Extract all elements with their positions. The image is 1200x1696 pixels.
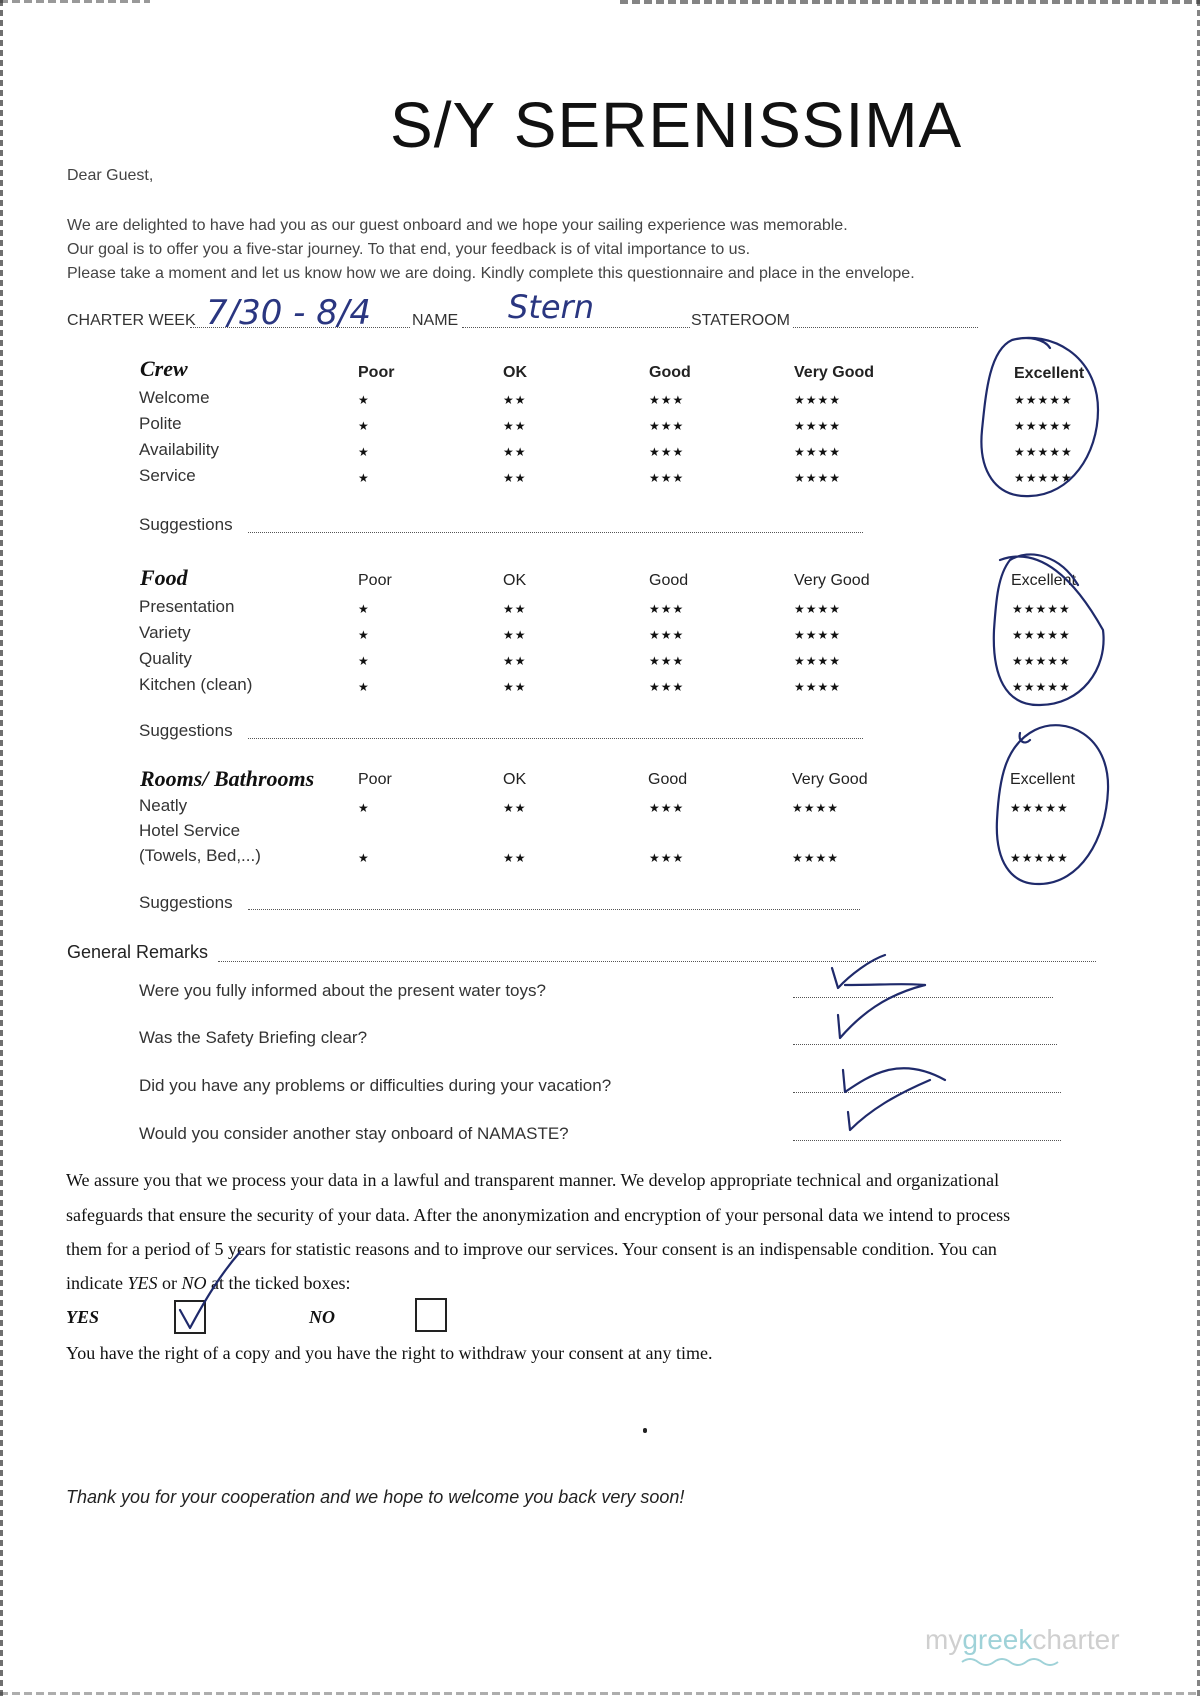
question-safety-briefing: Was the Safety Briefing clear? (139, 1028, 368, 1047)
star-rating[interactable]: ★ (358, 393, 370, 407)
greeting: Dear Guest, (67, 167, 154, 184)
star-rating[interactable]: ★★★★ (794, 654, 842, 668)
rooms-col-ok: OK (503, 771, 527, 788)
food-col-poor: Poor (358, 572, 392, 589)
star-rating[interactable]: ★ (358, 654, 370, 668)
food-row-variety: Variety (139, 623, 191, 642)
question-problems: Did you have any problems or difficulties during your vacation? (139, 1076, 612, 1095)
crew-row-polite: Polite (139, 414, 182, 433)
star-rating[interactable]: ★★★ (649, 851, 685, 865)
star-rating[interactable]: ★★★★★ (1010, 851, 1069, 865)
star-rating[interactable]: ★★★★★ (1012, 628, 1071, 642)
check-mark (832, 955, 925, 988)
star-rating[interactable]: ★ (358, 628, 370, 642)
star-rating[interactable]: ★★★★ (794, 471, 842, 485)
star-rating[interactable]: ★★★ (649, 445, 685, 459)
indicate-suffix: at the ticked boxes: (206, 1273, 351, 1293)
star-rating[interactable]: ★★★ (649, 680, 685, 694)
name-label: NAME (412, 312, 459, 329)
star-rating[interactable]: ★ (358, 419, 370, 433)
crew-col-poor: Poor (358, 364, 395, 381)
consent-yes-tick-icon (180, 1252, 240, 1328)
star-rating[interactable]: ★★★★★ (1010, 801, 1069, 815)
star-rating[interactable]: ★ (358, 801, 370, 815)
intro-line-1: We are delighted to have had you as our guest onboard and we hope your sailing experience was memorable. (67, 217, 848, 234)
check-mark (838, 985, 925, 1038)
privacy-line-2: safeguards that ensure the security of your data. After the anonymization and encryption of your personal data we intend to process (66, 1205, 1011, 1225)
star-rating[interactable]: ★ (358, 471, 370, 485)
food-col-good: Good (649, 572, 689, 589)
crew-col-good: Good (649, 364, 691, 381)
star-rating[interactable]: ★★★★★ (1012, 680, 1071, 694)
food-col-very-good: Very Good (794, 572, 870, 589)
star-rating[interactable]: ★★★ (649, 393, 685, 407)
star-rating[interactable]: ★★★ (649, 602, 685, 616)
crew-row-welcome: Welcome (139, 388, 210, 407)
food-row-kitchen: Kitchen (clean) (139, 675, 253, 694)
stateroom-label: STATEROOM (691, 312, 790, 329)
star-rating[interactable]: ★★★★ (794, 628, 842, 642)
star-rating[interactable]: ★★★★ (794, 602, 842, 616)
indicate-or: or (157, 1273, 182, 1293)
rooms-excellent-circle (997, 725, 1108, 884)
food-row-quality: Quality (139, 649, 192, 668)
indicate-prefix: indicate (66, 1273, 128, 1293)
star-rating[interactable]: ★★★★ (792, 801, 840, 815)
rooms-section-title: Rooms/ Bathrooms (140, 766, 315, 791)
rights-line: You have the right of a copy and you have the right to withdraw your consent at any time. (66, 1343, 713, 1363)
star-rating[interactable]: ★★★★★ (1014, 419, 1073, 433)
star-rating[interactable]: ★ (358, 851, 370, 865)
star-rating[interactable]: ★★★★★ (1014, 471, 1073, 485)
food-col-excellent: Excellent (1011, 572, 1076, 589)
star-rating[interactable]: ★★ (503, 628, 527, 642)
crew-suggestions-label: Suggestions (139, 515, 233, 534)
star-rating[interactable]: ★★ (503, 471, 527, 485)
intro-line-2: Our goal is to offer you a five-star journey. To that end, your feedback is of vital importance to us. (67, 241, 751, 258)
star-rating[interactable]: ★ (358, 445, 370, 459)
rooms-col-excellent: Excellent (1010, 771, 1075, 788)
rooms-row-towels-bed: (Towels, Bed,...) (139, 846, 261, 865)
star-rating[interactable]: ★★★ (649, 419, 685, 433)
consent-no-label: NO (309, 1307, 335, 1327)
rooms-row-hotel-service: Hotel Service (139, 821, 241, 840)
check-mark (848, 1080, 930, 1130)
rooms-col-good: Good (648, 771, 688, 788)
watermark-prefix: my (925, 1624, 963, 1655)
crew-col-excellent: Excellent (1014, 365, 1085, 382)
rooms-col-poor: Poor (358, 771, 392, 788)
rooms-col-very-good: Very Good (792, 771, 868, 788)
star-rating[interactable]: ★★★ (649, 628, 685, 642)
consent-yes-label: YES (66, 1307, 100, 1327)
charter-week-handwriting: 7/30 - 8/4 (206, 293, 371, 333)
food-section-title: Food (140, 565, 188, 590)
food-col-ok: OK (503, 572, 527, 589)
indicate-yes: YES (127, 1273, 158, 1293)
star-rating[interactable]: ★★ (503, 851, 527, 865)
star-rating[interactable]: ★★★★ (794, 393, 842, 407)
star-rating[interactable]: ★★★★★ (1014, 445, 1073, 459)
watermark-suffix: charter (1032, 1624, 1120, 1655)
star-rating[interactable]: ★★★★★ (1012, 654, 1071, 668)
star-rating[interactable]: ★★ (503, 393, 527, 407)
star-rating[interactable]: ★★★ (649, 654, 685, 668)
question-another-stay: Would you consider another stay onboard of NAMASTE? (139, 1124, 569, 1143)
document-title: S/Y SERENISSIMA (390, 89, 963, 161)
star-rating[interactable]: ★ (358, 602, 370, 616)
crew-section-title: Crew (140, 356, 188, 381)
star-rating[interactable]: ★★★★ (794, 419, 842, 433)
star-rating[interactable]: ★★ (503, 680, 527, 694)
star-rating[interactable]: ★★★★ (792, 851, 840, 865)
crew-row-availability: Availability (139, 440, 220, 459)
food-excellent-circle (994, 554, 1104, 705)
crew-excellent-circle (981, 338, 1098, 496)
charter-week-label: CHARTER WEEK (67, 312, 196, 329)
intro-line-3: Please take a moment and let us know how we are doing. Kindly complete this questionnaire and place in the envelope. (67, 265, 915, 282)
star-rating[interactable]: ★★★★★ (1014, 393, 1073, 407)
star-rating[interactable]: ★ (358, 680, 370, 694)
food-suggestions-label: Suggestions (139, 721, 233, 740)
crew-row-service: Service (139, 466, 196, 485)
star-rating[interactable]: ★★ (503, 445, 527, 459)
general-remarks-label: General Remarks (67, 942, 209, 962)
rooms-suggestions-label: Suggestions (139, 893, 233, 912)
star-rating[interactable]: ★★ (503, 801, 527, 815)
crew-col-very-good: Very Good (794, 364, 875, 381)
watermark-brand: greek (962, 1624, 1033, 1655)
star-rating[interactable]: ★★ (503, 602, 527, 616)
rooms-row-neatly: Neatly (139, 796, 188, 815)
indicate-no: NO (181, 1273, 207, 1293)
closing-message: Thank you for your cooperation and we hope to welcome you back very soon! (66, 1487, 685, 1507)
star-rating[interactable]: ★★ (503, 654, 527, 668)
star-rating[interactable]: ★★ (503, 419, 527, 433)
star-rating[interactable]: ★★★ (649, 471, 685, 485)
star-rating[interactable]: ★★★★ (794, 680, 842, 694)
star-rating[interactable]: ★★★★★ (1012, 602, 1071, 616)
crew-col-ok: OK (503, 364, 527, 381)
star-rating[interactable]: ★★★★ (794, 445, 842, 459)
privacy-line-3: them for a period of 5 years for statistic reasons and to improve our services. Your consent is an indispensable condition. You can (66, 1239, 997, 1259)
privacy-line-1: We assure you that we process your data in a lawful and transparent manner. We develop appropriate technical and organizational (66, 1170, 1000, 1190)
name-handwriting: Stern (508, 288, 594, 326)
star-rating[interactable]: ★★★ (649, 801, 685, 815)
food-row-presentation: Presentation (139, 597, 235, 616)
question-water-toys: Were you fully informed about the present water toys? (139, 981, 546, 1000)
